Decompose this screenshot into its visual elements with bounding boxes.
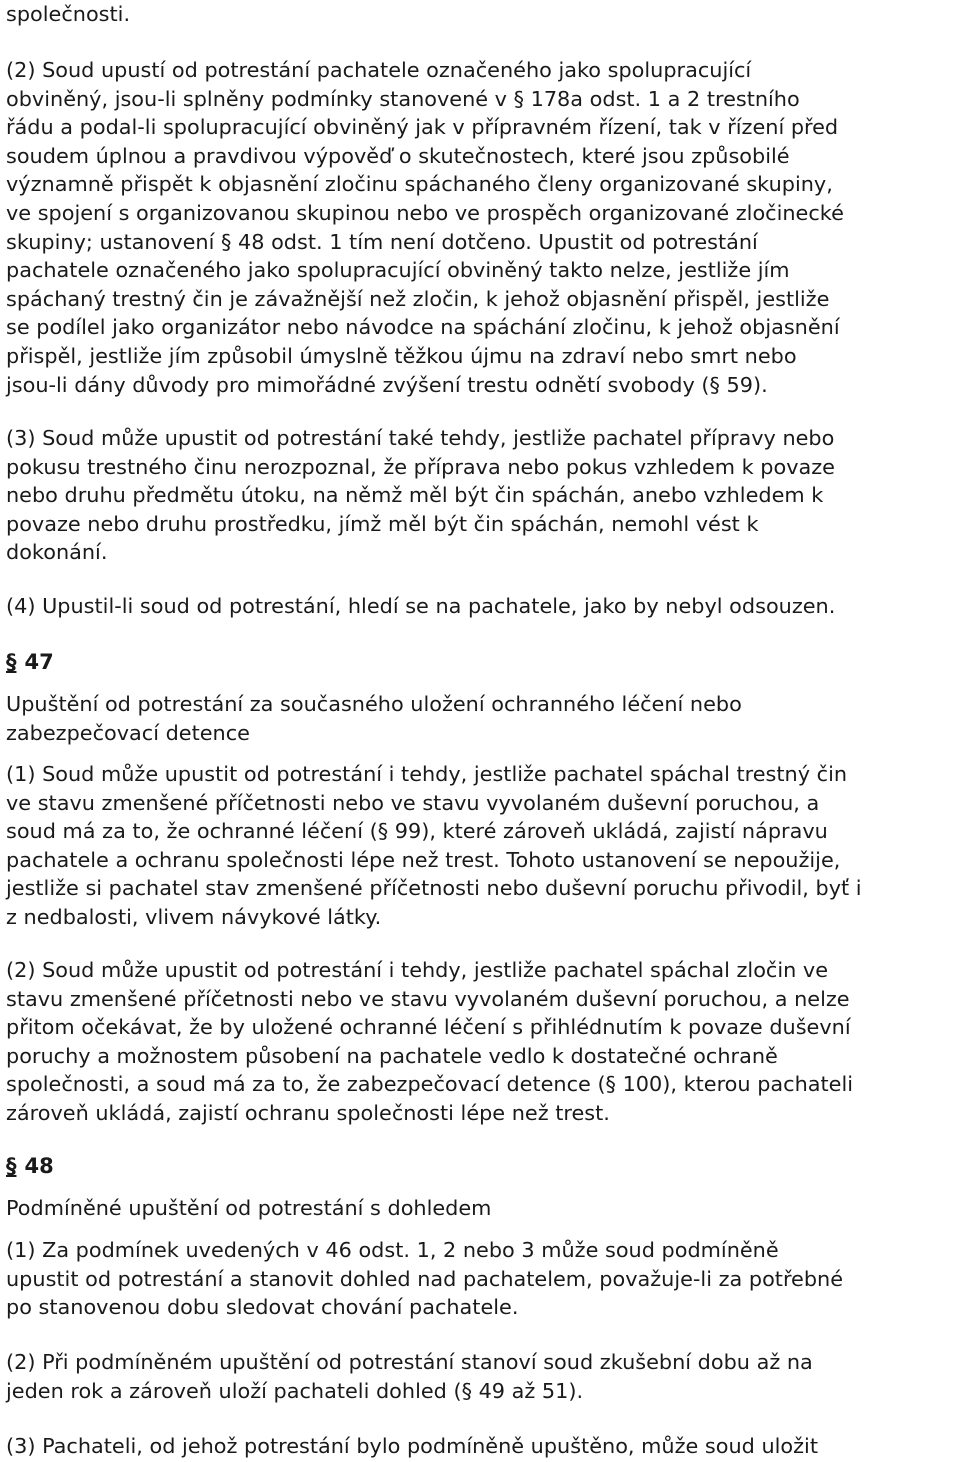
text-line: ve spojení s organizovanou skupinou nebo ve prospěch organizované zločinecké bbox=[6, 200, 844, 225]
text-line: skupiny; ustanovení § 48 odst. 1 tím není dotčeno. Upustit od potrestání bbox=[6, 229, 758, 254]
paragraph-48-1 bbox=[6, 1236, 843, 1322]
paragraph-47-2 bbox=[6, 956, 853, 1128]
text-line: pachatele a ochranu společnosti lépe než trest. Tohoto ustanovení se nepoužije, bbox=[6, 847, 841, 872]
text-line: soudem úplnou a pravdivou výpověď o skutečnostech, které jsou způsobilé bbox=[6, 143, 790, 168]
paragraph-47-1 bbox=[6, 760, 862, 932]
section-symbol-link[interactable]: § bbox=[6, 650, 17, 674]
text-line: soud má za to, že ochranné léčení (§ 99), které zároveň ukládá, zajistí nápravu bbox=[6, 819, 828, 844]
text-line: po stanovenou dobu sledovat chování pachatele. bbox=[6, 1295, 519, 1320]
paragraph-48-2 bbox=[6, 1348, 813, 1405]
paragraph-46-2 bbox=[6, 56, 844, 399]
paragraph-48-3 bbox=[6, 1432, 818, 1461]
text-line: poruchy a možnostem působení na pachatele vedlo k dostatečné ochraně bbox=[6, 1043, 778, 1068]
text-line: (2) Při podmíněném upuštění od potrestání stanoví soud zkušební dobu až na bbox=[6, 1350, 813, 1374]
text-line: (1) Za podmínek uvedených v 46 odst. 1, 2 nebo 3 může soud podmíněně bbox=[6, 1238, 779, 1262]
text-line: nebo druhu předmětu útoku, na němž měl být čin spáchán, anebo vzhledem k bbox=[6, 483, 824, 508]
text-line: stavu zmenšené příčetnosti nebo ve stavu vyvolaném duševní poruchou, a nelze bbox=[6, 986, 850, 1011]
text-line: pachatele označeného jako spolupracující obviněný takto nelze, jestliže jím bbox=[6, 258, 790, 283]
text-line: spáchaný trestný čin je závažnější než zločin, k jehož objasnění přispěl, jestliže bbox=[6, 286, 830, 311]
section-number: 48 bbox=[24, 1154, 54, 1178]
text-line: přitom očekávat, že by uložené ochranné léčení s přihlédnutím k povaze duševní bbox=[6, 1015, 851, 1040]
text-line: jsou-li dány důvody pro mimořádné zvýšení trestu odnětí svobody (§ 59). bbox=[6, 372, 768, 397]
paragraph-46-4 bbox=[6, 592, 835, 621]
text-line: zabezpečovací detence bbox=[6, 720, 250, 745]
section-title-48 bbox=[6, 1194, 491, 1223]
text-line: jestliže si pachatel stav zmenšené příčetnosti nebo duševní poruchu přivodil, byť i bbox=[6, 876, 862, 901]
paragraph-46-3 bbox=[6, 424, 835, 567]
text-line: (3) Pachateli, od jehož potrestání bylo podmíněně upuštěno, může soud uložit bbox=[6, 1434, 818, 1458]
text-line: významně přispět k objasnění zločinu spáchaného členy organizované skupiny, bbox=[6, 172, 833, 197]
text-line: společnosti, a soud má za to, že zabezpečovací detence (§ 100), kterou pachateli bbox=[6, 1072, 854, 1097]
text-line: řádu a podal-li spolupracující obviněný jak v přípravném řízení, tak v řízení před bbox=[6, 115, 839, 140]
text-line: upustit od potrestání a stanovit dohled nad pachatelem, považuje-li za potřebné bbox=[6, 1266, 844, 1291]
section-number: 47 bbox=[24, 650, 54, 674]
text-line: jeden rok a zároveň uloží pachateli dohled (§ 49 až 51). bbox=[6, 1378, 584, 1403]
section-heading-48 bbox=[6, 1152, 54, 1180]
text-line: přispěl, jestliže jím způsobil úmyslně těžkou újmu na zdraví nebo smrt nebo bbox=[6, 343, 797, 368]
text-line: se podílel jako organizátor nebo návodce na spáchání zločinu, k jehož objasnění bbox=[6, 315, 840, 340]
text-line: (1) Soud může upustit od potrestání i tehdy, jestliže pachatel spáchal trestný čin bbox=[6, 762, 848, 786]
text-line: Podmíněné upuštění od potrestání s dohledem bbox=[6, 1196, 492, 1220]
section-heading-47 bbox=[6, 648, 54, 676]
text-line: ve stavu zmenšené příčetnosti nebo ve stavu vyvolaném duševní poruchou, a bbox=[6, 790, 820, 815]
text-line: zároveň ukládá, zajistí ochranu společnosti lépe než trest. bbox=[6, 1100, 610, 1125]
text-line: společnosti. bbox=[6, 2, 131, 26]
section-symbol-link[interactable]: § bbox=[6, 1154, 17, 1178]
text-line: (3) Soud může upustit od potrestání také tehdy, jestliže pachatel přípravy nebo bbox=[6, 426, 835, 450]
section-title-47 bbox=[6, 690, 742, 747]
paragraph-continuation bbox=[6, 0, 130, 29]
text-line: Upuštění od potrestání za současného uložení ochranného léčení nebo bbox=[6, 692, 742, 716]
text-line: (2) Soud upustí od potrestání pachatele označeného jako spolupracující bbox=[6, 58, 752, 82]
text-line: pokusu trestného činu nerozpoznal, že příprava nebo pokus vzhledem k povaze bbox=[6, 454, 835, 479]
text-line: (2) Soud může upustit od potrestání i tehdy, jestliže pachatel spáchal zločin ve bbox=[6, 958, 829, 982]
text-line: dokonání. bbox=[6, 540, 108, 565]
text-line: obviněný, jsou-li splněny podmínky stanovené v § 178a odst. 1 a 2 trestního bbox=[6, 86, 800, 111]
text-line: (4) Upustil-li soud od potrestání, hledí se na pachatele, jako by nebyl odsouzen. bbox=[6, 594, 836, 618]
text-line: z nedbalosti, vlivem návykové látky. bbox=[6, 904, 382, 929]
text-line: povaze nebo druhu prostředku, jímž měl být čin spáchán, nemohl vést k bbox=[6, 511, 759, 536]
